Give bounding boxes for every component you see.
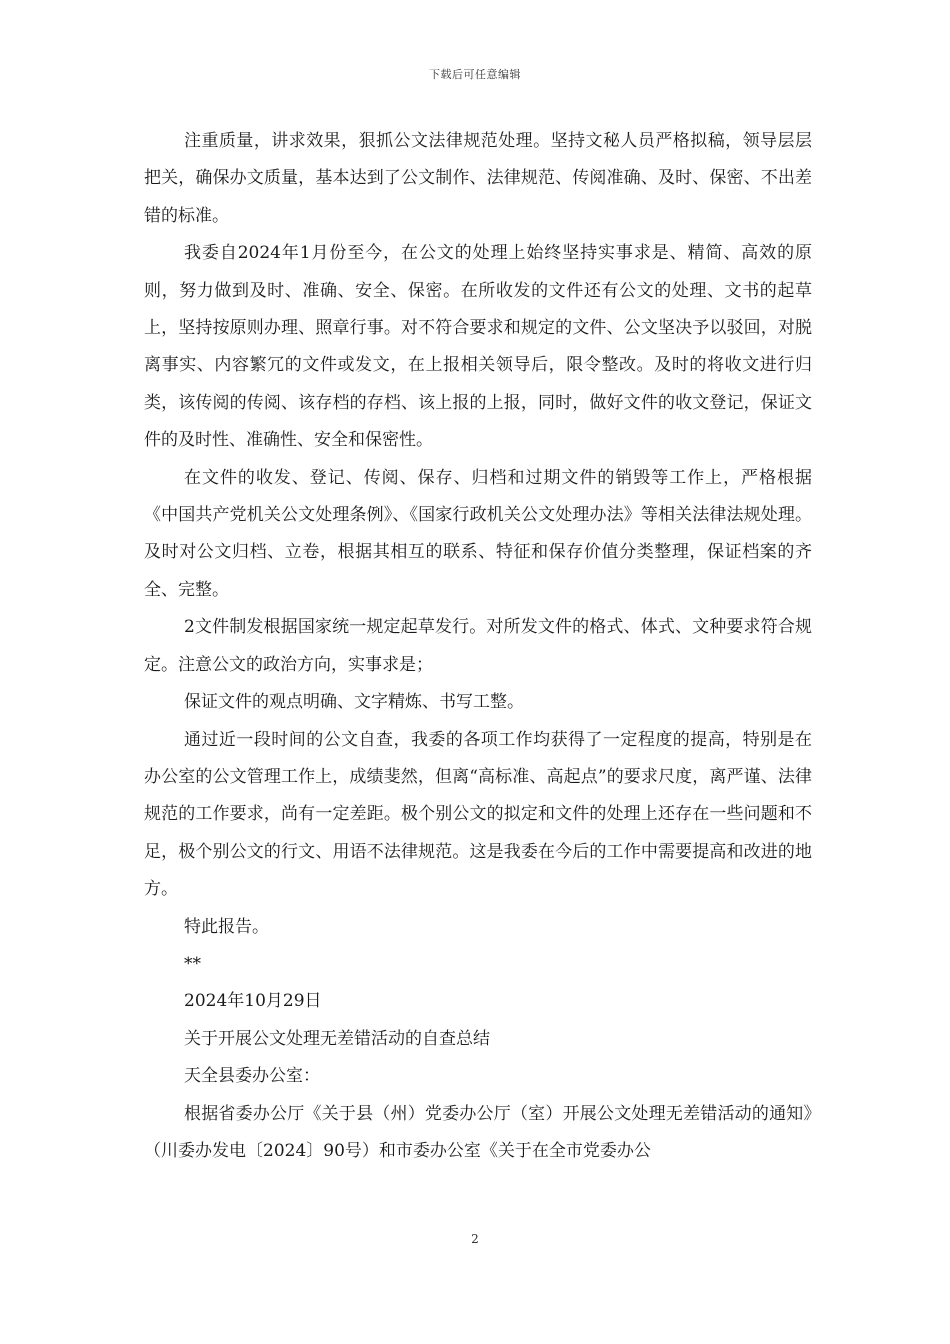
section-title: 关于开展公文处理无差错活动的自查总结 (184, 1028, 490, 1049)
signature-placeholder: ** (184, 953, 201, 974)
paragraph-self-check-summary: 通过近一段时间的公文自查，我委的各项工作均获得了一定程度的提高，特别是在办公室的公文管理工作上，成绩斐然，但离“高标准、高起点”的要求尺度，离严谨、法律规范的工作要求，尚有一定差距。极个别公文的拟定和文件的处理上还存在一些问题和不足，极个别公文的行文、用语不法律规范。这是我委在今后的工作中需要提高和改进的地方。 (144, 729, 812, 900)
page-header: 下载后可任意编辑 (429, 68, 521, 81)
paragraph-quality: 注重质量，讲求效果，狠抓公文法律规范处理。坚持文秘人员严格拟稿，领导层层把关，确保办文质量，基本达到了公文制作、法律规范、传阅准确、及时、保密、不出差错的标准。 (144, 131, 812, 226)
document-body (144, 123, 812, 1170)
paragraph-document-issuing: 2文件制发根据国家统一规定起草发行。对所发文件的格式、体式、文种要求符合规定。注意公文的政治方向，实事求是； (144, 617, 812, 675)
report-date: 2024年10月29日 (184, 991, 322, 1012)
paragraph-basis: 根据省委办公厅《关于县（州）党委办公厅（室）开展公文处理无差错活动的通知》（川委办发电〔2024〕90号）和市委办公室《关于在全市党委办公 (144, 1103, 812, 1161)
paragraph-principles: 我委自2024年1月份至今，在公文的处理上始终坚持实事求是、精简、高效的原则，努力做到及时、准确、安全、保密。在所收发的文件还有公文的处理、文书的起草上，坚持按原则办理、照章行事。对不符合要求和规定的文件、公文坚决予以驳回，对脱离事实、内容繁冗的文件或发文，在上报相关领导后，限令整改。及时的将收文进行归类，该传阅的传阅、该存档的存档、该上报的上报，同时，做好文件的收文登记，保证文件的及时性、准确性、安全和保密性。 (144, 243, 812, 451)
paragraph-archiving: 在文件的收发、登记、传阅、保存、归档和过期文件的销毁等工作上，严格根据《中国共产党机关公文处理条例》、《国家行政机关公文处理办法》等相关法律法规处理。及时对公文归档、立卷，根据其相互的联系、特征和保存价值分类整理，保证档案的齐全、完整。 (144, 467, 812, 600)
report-closing: 特此报告。 (184, 916, 269, 937)
paragraph-clarity: 保证文件的观点明确、文字精炼、书写工整。 (184, 692, 524, 713)
page-number: 2 (471, 1232, 479, 1246)
addressee: 天全县委办公室： (184, 1066, 320, 1087)
